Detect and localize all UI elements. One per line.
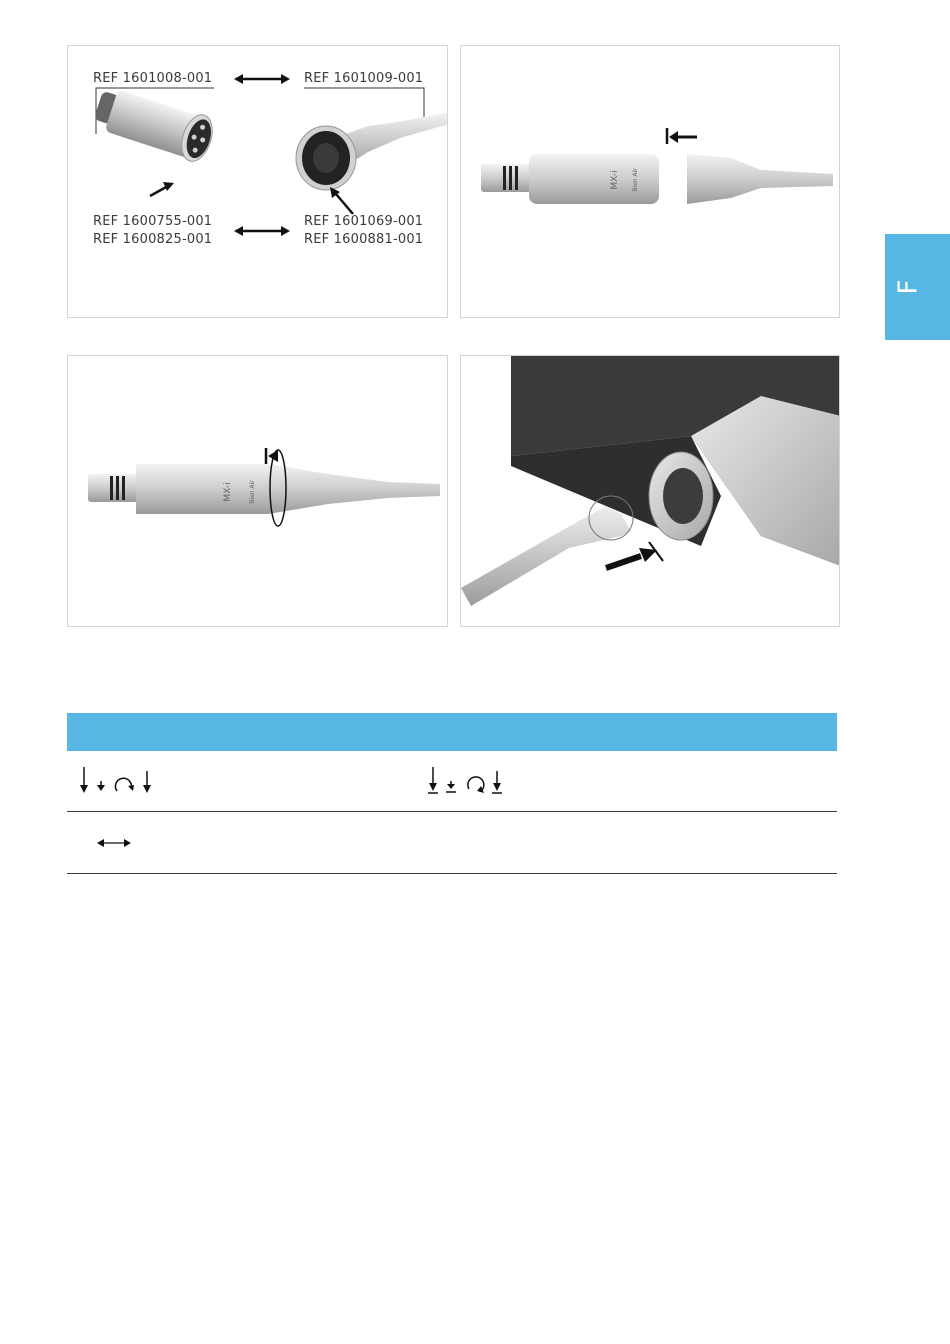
table-row bbox=[67, 812, 837, 874]
section-tab[interactable] bbox=[885, 234, 950, 340]
device-connection-illustration bbox=[461, 356, 840, 627]
motor-assembled-illustration bbox=[68, 356, 448, 627]
double-arrow-icon bbox=[234, 74, 290, 84]
ref-motor-top: REF 1601008-001 bbox=[93, 71, 213, 86]
double-arrow-icon bbox=[67, 812, 837, 873]
small-arrow-down-stop-icon bbox=[446, 781, 456, 792]
rotate-clockwise-icon bbox=[468, 777, 484, 793]
section-letter: F bbox=[893, 279, 924, 295]
motor-model-label: MX-i bbox=[223, 482, 233, 502]
procedure-table bbox=[67, 713, 837, 874]
cable-connector bbox=[296, 112, 448, 190]
ref-cable-top: REF 1601009-001 bbox=[304, 71, 424, 86]
figure-connect-device bbox=[460, 355, 840, 627]
ref-cable-bottom-1: REF 1601069-001 bbox=[304, 214, 424, 229]
figure-rotate-lock bbox=[67, 355, 448, 627]
motor-cable-illustration bbox=[68, 46, 448, 318]
ref-motor-bottom-2: REF 1600825-001 bbox=[93, 232, 213, 247]
motor-body bbox=[91, 83, 218, 165]
motor-model-label: MX-i bbox=[610, 170, 620, 190]
double-arrow-icon bbox=[234, 226, 290, 236]
motor-maker-label: Bien Air bbox=[632, 168, 639, 192]
ref-motor-bottom-1: REF 1600755-001 bbox=[93, 214, 213, 229]
figure-connect-cable bbox=[460, 45, 840, 318]
arrow-down-icon bbox=[143, 771, 151, 793]
motor-maker-label: Bien Air bbox=[249, 480, 256, 504]
arrow-down-icon bbox=[80, 767, 88, 793]
arrow-down-stop-icon bbox=[492, 771, 502, 793]
figure-reference-compatibility bbox=[67, 45, 448, 318]
table-header bbox=[67, 713, 837, 751]
arrow-down-stop-icon bbox=[428, 767, 438, 793]
small-arrow-down-icon bbox=[97, 781, 105, 791]
step-icons bbox=[67, 751, 837, 811]
ref-cable-bottom-2: REF 1600881-001 bbox=[304, 232, 424, 247]
motor-separated-illustration bbox=[461, 46, 840, 318]
rotate-icon bbox=[115, 778, 134, 791]
table-row bbox=[67, 751, 837, 812]
